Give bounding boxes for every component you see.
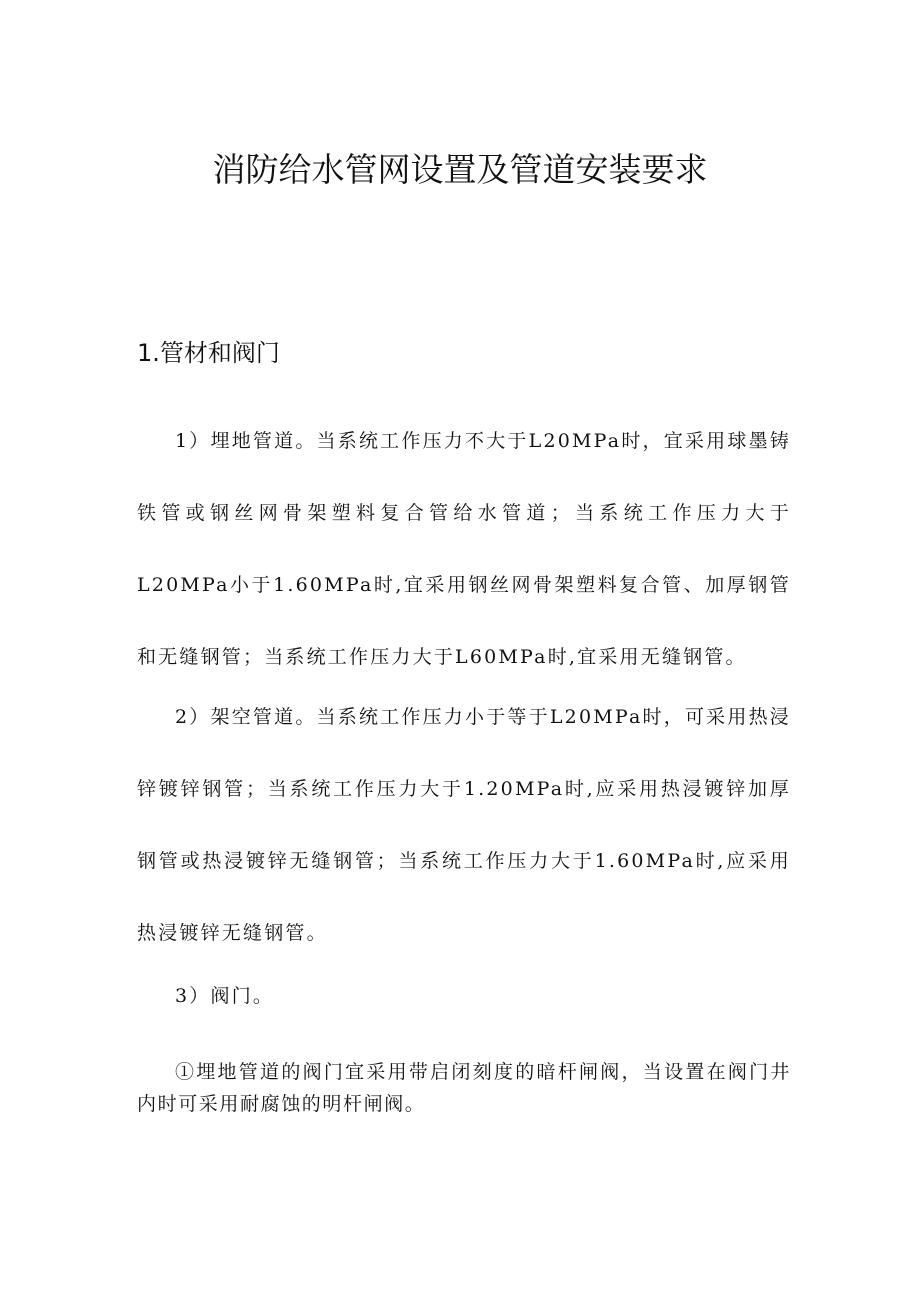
paragraph-valves-heading: 3）阀门。 bbox=[175, 985, 275, 1007]
section-heading: 1.管材和阀门 bbox=[137, 339, 280, 367]
paragraph-buried-valves: ①埋地管道的阀门宜采用带启闭刻度的暗杆闸阀，当设置在阀门井内时可采用耐腐蚀的明杆闸阀。 bbox=[137, 1061, 791, 1115]
paragraph-buried-pipes: 1）埋地管道。当系统工作压力不大于L20MPa时，宜采用球墨铸铁管或钢丝网骨架塑料复合管给水管道；当系统工作压力大于L20MPa小于1.60MPa时,宜采用钢丝网骨架塑料复合管、加厚钢管和无缝钢管；当系统工作压力大于L60MPa时,宜采用无缝钢管。 bbox=[137, 430, 791, 668]
paragraph-overhead-pipes: 2）架空管道。当系统工作压力小于等于L20MPa时，可采用热浸锌镀锌钢管；当系统工作压力大于1.20MPa时,应采用热浸镀锌加厚钢管或热浸镀锌无缝钢管；当系统工作压力大于1.60MPa时,应采用热浸镀锌无缝钢管。 bbox=[137, 706, 791, 944]
document-title: 消防给水管网设置及管道安装要求 bbox=[212, 150, 708, 189]
